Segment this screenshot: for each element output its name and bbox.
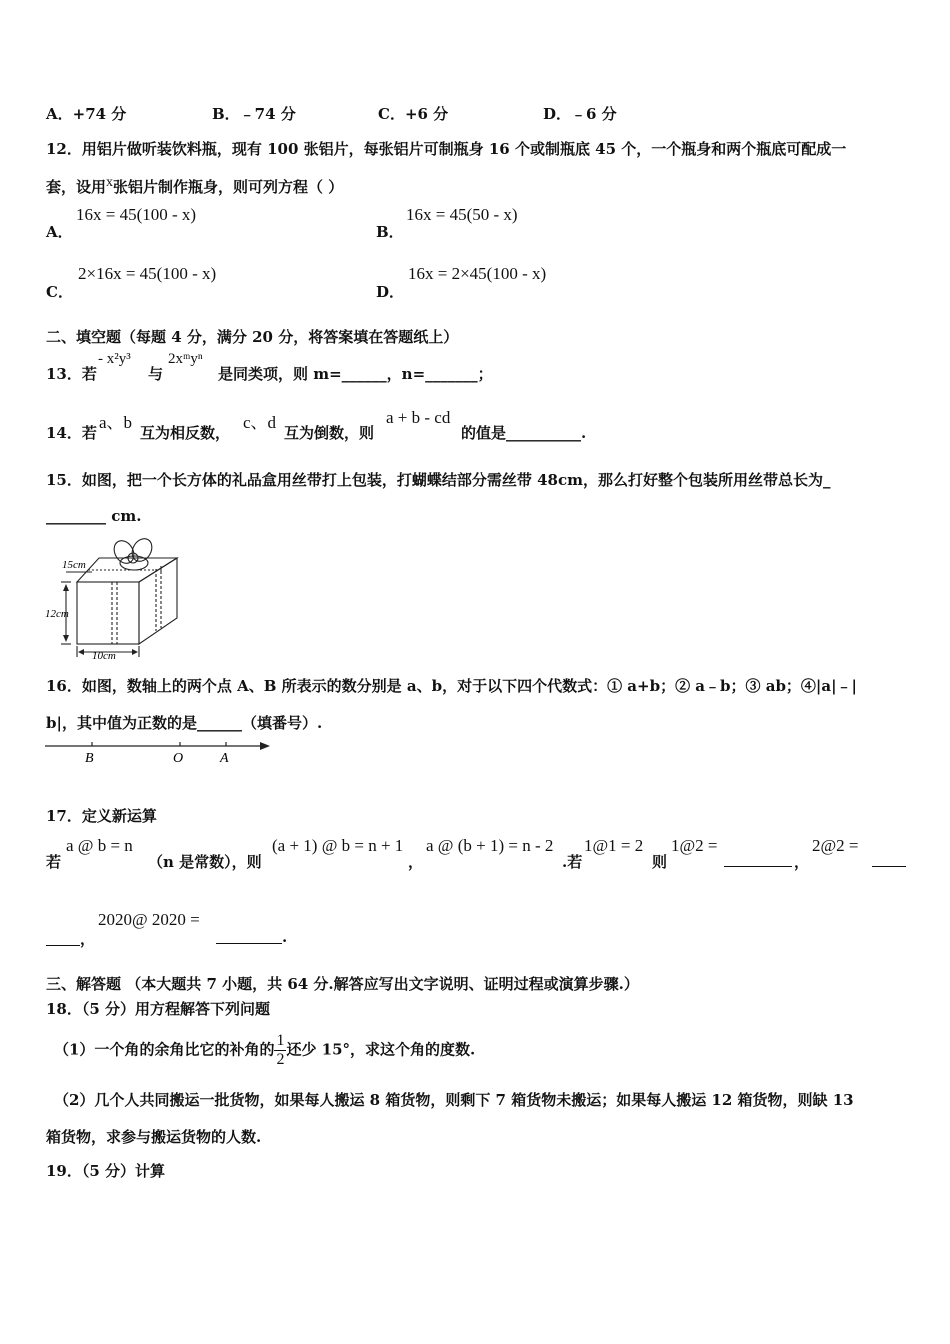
gift-box-figure (44, 536, 184, 662)
q11-option-b: B．﹣74 分 (212, 105, 296, 123)
q17-blank3: . (216, 928, 287, 946)
q12-option-d-equation: 16x = 2×45(100 - x) (408, 264, 547, 283)
q18-part1-post: 还少 15°，求这个角的度数. (286, 1040, 476, 1059)
label-height: 12cm (45, 608, 69, 620)
q13-mid: 与 (148, 365, 164, 383)
q15-line2: ________ cm. (46, 507, 142, 525)
q12-option-a-label: A． (46, 223, 73, 241)
q17-blank1 (724, 851, 792, 869)
section3-title: 三、解答题 （本大题共 7 小题，共 64 分.解答应写出文字说明、证明过程或演算步骤.） (46, 975, 639, 993)
q16-line1: 16．如图，数轴上的两个点 A、B 所表示的数分别是 a、b，对于以下四个代数式：① a+b；② a﹣b；③ ab；④|a|﹣| (46, 677, 858, 695)
q13-term1: - x²y³ (98, 351, 131, 367)
label-o: O (173, 751, 184, 766)
q17-ask3: 2020@ 2020 = (98, 910, 200, 929)
q12-option-c-equation: 2×16x = 45(100 - x) (78, 264, 217, 283)
q17-given: 1@1 = 2 (584, 836, 644, 855)
fraction-numerator: 1 (276, 1032, 285, 1049)
label-a: A (220, 751, 229, 766)
number-line-figure (44, 738, 274, 768)
box-side-face (139, 558, 177, 644)
q17-definition: a @ b = n (66, 836, 133, 855)
q14-pre: 14．若 (46, 424, 97, 442)
q17-blank2 (872, 851, 906, 869)
q13-pre: 13．若 (46, 365, 97, 383)
q12-option-c-label: C． (46, 283, 73, 301)
q14-text2: 互为倒数，则 (284, 424, 375, 442)
fraction-one-half (274, 1032, 286, 1069)
q14-expression: a + b - cd (386, 408, 451, 427)
box-front-face (77, 582, 139, 644)
q17-ask1: 1@2 = (671, 836, 718, 855)
q17-ruo: 若 (46, 853, 62, 871)
q17-note: （n 是常数），则 (148, 853, 262, 871)
q18-part1-pre: （1）一个角的余角比它的补角的 (54, 1040, 275, 1059)
q14-cd: c、d (243, 413, 277, 432)
q12-option-b-equation: 16x = 45(50 - x) (406, 205, 518, 224)
q11-option-d: D．﹣6 分 (543, 105, 617, 123)
q18-title: 18．（5 分）用方程解答下列问题 (46, 1000, 271, 1018)
q17-comma1: ， (408, 853, 424, 871)
q12-line2-a: 套，设用 (46, 178, 107, 196)
q17-blank2-cont: ， (46, 928, 95, 949)
q11-option-c: C．+6 分 (378, 105, 449, 123)
q17-ruo2: .若 (562, 853, 583, 871)
q14-post: 的值是__________. (461, 424, 587, 442)
section2-title: 二、填空题（每题 4 分，满分 20 分，将答案填在答题纸上） (46, 328, 459, 346)
q13-term2: 2xᵐyⁿ (168, 351, 203, 367)
q17-ask2: 2@2 = (812, 836, 859, 855)
q13-post: 是同类项，则 m=______，n=_______； (218, 365, 493, 383)
q12-option-b-label: B． (376, 223, 404, 241)
q18-part1 (54, 1032, 475, 1069)
q12-line1: 12．用铝片做听装饮料瓶，现有 100 张铝片，每张铝片可制瓶身 16 个或制瓶底 45 个，一个瓶身和两个瓶底可配成一 (46, 140, 847, 158)
q12-line2-b: 张铝片制作瓶身，则可列方程（ ） (113, 178, 344, 196)
q18-part2-line2: 箱货物，求参与搬运货物的人数. (46, 1128, 262, 1146)
q12-line2 (46, 175, 343, 197)
label-width: 10cm (92, 650, 116, 662)
q12-option-a-equation: 16x = 45(100 - x) (76, 205, 197, 224)
q17-rule2: a @ (b + 1) = n - 2 (426, 836, 554, 855)
q14-ab: a、b (99, 413, 133, 432)
q15-line1: 15．如图，把一个长方体的礼品盒用丝带打上包装，打蝴蝶结部分需丝带 48cm，那么打好整个包装所用丝带总长为_ (46, 471, 831, 489)
fraction-denominator: 2 (276, 1051, 285, 1068)
q11-option-a: A．+74 分 (46, 105, 127, 123)
q12-option-d-label: D． (376, 283, 405, 301)
q17-title: 17．定义新运算 (46, 807, 157, 825)
q17-ze: 则 (652, 853, 668, 871)
number-line-arrow (260, 742, 270, 750)
q18-part2-line1: （2）几个人共同搬运一批货物，如果每人搬运 8 箱货物，则剩下 7 箱货物未搬运；如果每人搬运 12 箱货物，则缺 13 (54, 1091, 854, 1109)
q17-comma2: ， (794, 853, 810, 871)
q14-text1: 互为相反数， (140, 424, 231, 442)
label-depth: 15cm (62, 559, 86, 571)
q19-title: 19．（5 分）计算 (46, 1162, 166, 1180)
q17-rule1: (a + 1) @ b = n + 1 (272, 836, 404, 855)
q12-var-x: x (106, 175, 114, 190)
q16-line2: b|，其中值为正数的是______（填番号）. (46, 714, 323, 732)
label-b: B (85, 751, 94, 766)
